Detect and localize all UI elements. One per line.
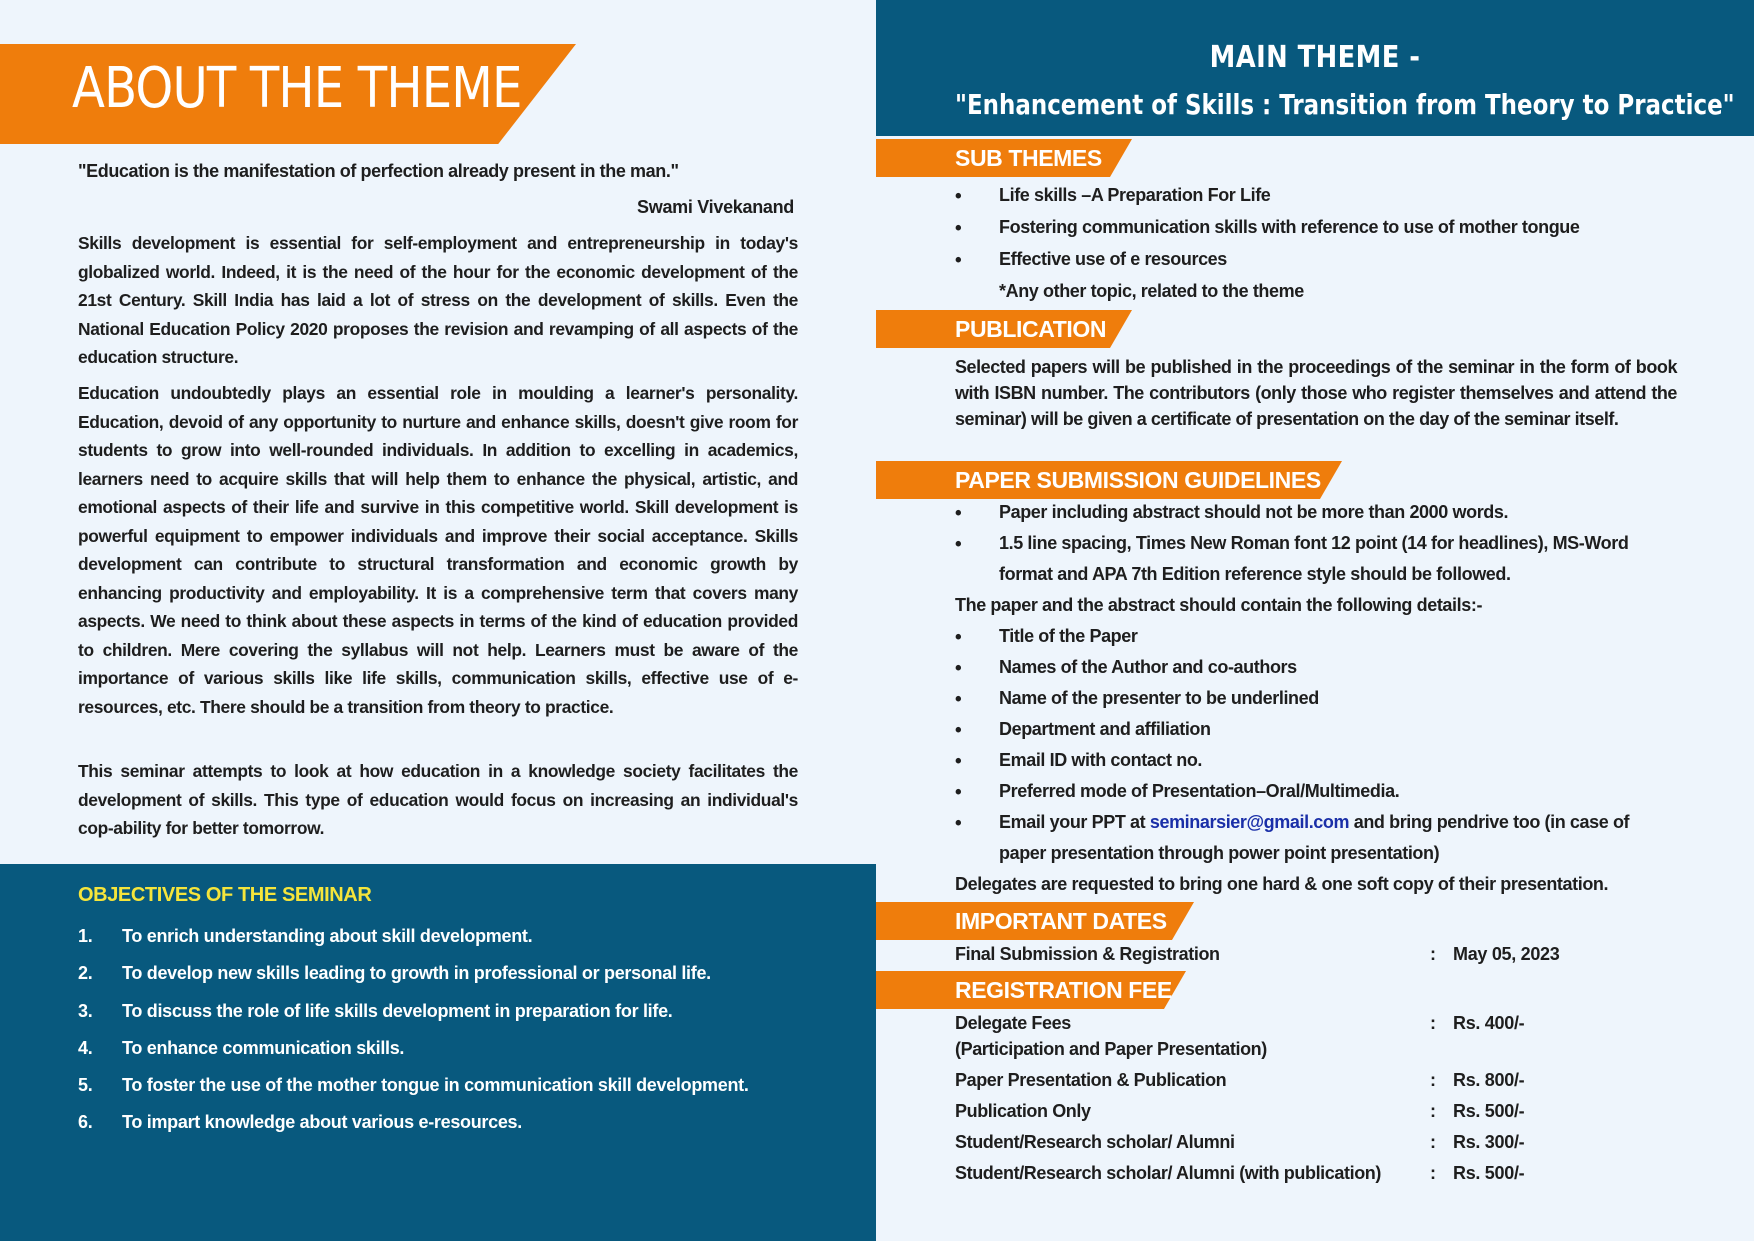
important-dates-heading: IMPORTANT DATES	[955, 908, 1167, 934]
bullet: •	[955, 813, 962, 834]
email-suffix: and bring pendrive too (in case of	[1349, 812, 1630, 832]
objectives-list	[78, 924, 868, 1148]
guideline-item: Paper including abstract should not be more than 2000 words.	[999, 502, 1509, 522]
bullet: •	[955, 250, 962, 271]
detail-item: Title of the Paper	[999, 626, 1138, 646]
item-text: To enhance communication skills.	[122, 1037, 405, 1058]
detail-item: Department and affiliation	[999, 719, 1211, 739]
colon: :	[1430, 944, 1436, 964]
details-intro: The paper and the abstract should contain the following details:-	[955, 595, 1483, 615]
fee-value: Rs. 800/-	[1453, 1070, 1525, 1090]
sub-theme-item: Effective use of e resources	[999, 249, 1227, 269]
main-theme-subtitle: "Enhancement of Skills : Transition from Theory to Practice"	[955, 88, 1735, 121]
guideline-item: 1.5 line spacing, Times New Roman font 12 point (14 for headlines), MS-Word	[999, 533, 1629, 553]
bullet: •	[955, 658, 962, 679]
fee-value: Rs. 400/-	[1453, 1013, 1525, 1033]
bullet: •	[955, 218, 962, 239]
colon: :	[1430, 1132, 1436, 1152]
bullet: •	[955, 751, 962, 772]
paragraph-2: Education undoubtedly plays an essential role in moulding a learner's personality. Education, devoid of any opportunity to nurture and enhance skills, doesn't give room for students to grow into well-rounded individuals. In addition to excelling in academics, learners need to acquire skills that will help them to enhance the physical, artistic, and emotional aspects of their life and survive in this competitive world. Skill development is powerful equipment to empower individuals and improve their social acceptance. Skills development can contribute to structural transformation and economic growth by enhancing productivity and employability. It is a comprehensive term that covers many aspects. We need to think about these aspects in terms of the kind of education provided to children. Mere covering the syllabus will not help. Learners must be aware of the importance of various skills like life skills, communication skills, effective use of e-resources, etc. There should be a transition from theory to practice.	[78, 383, 798, 717]
bullet: •	[955, 689, 962, 710]
item-number: 3.	[78, 1000, 93, 1021]
paragraph-3: This seminar attempts to look at how education in a knowledge society facilitates the development of skills. This type of education would focus on increasing an individual's cop-ability for better tomorrow.	[78, 761, 798, 838]
detail-item: Email ID with contact no.	[999, 750, 1203, 770]
bullet: •	[955, 186, 962, 207]
item-number: 1.	[78, 926, 93, 946]
fee-value: Rs. 500/-	[1453, 1101, 1525, 1121]
bullet: •	[955, 534, 962, 555]
list-item	[78, 1110, 868, 1147]
delegates-note: Delegates are requested to bring one hard & one soft copy of their presentation.	[955, 874, 1609, 894]
date-value: May 05, 2023	[1453, 944, 1560, 964]
bullet: •	[955, 627, 962, 648]
fee-label: Publication Only	[955, 1101, 1091, 1121]
publication-heading: PUBLICATION	[955, 316, 1107, 342]
list-item	[78, 961, 868, 998]
list-item	[78, 999, 868, 1036]
quote-author: Swami Vivekanand	[637, 197, 794, 217]
sub-themes-heading: SUB THEMES	[955, 145, 1102, 171]
fee-label: Student/Research scholar/ Alumni (with publication)	[955, 1163, 1381, 1183]
item-text: To discuss the role of life skills development in preparation for life.	[122, 1000, 673, 1021]
email-prefix: Email your PPT at	[999, 812, 1150, 832]
publication-text: Selected papers will be published in the proceedings of the seminar in the form of book with ISBN number. The contributors (only those who register themselves and attend the seminar) will be given a certificate of presentation on the day of the seminar itself.	[955, 357, 1677, 429]
item-text: To enrich understanding about skill development.	[122, 926, 533, 946]
bullet: •	[955, 503, 962, 524]
email-link[interactable]: seminarsier@gmail.com	[1149, 812, 1350, 832]
fee-value: Rs. 300/-	[1453, 1132, 1525, 1152]
about-theme-title: ABOUT THE THEME	[72, 56, 522, 121]
list-item	[78, 1036, 868, 1073]
fee-label: Delegate Fees	[955, 1013, 1071, 1033]
item-number: 6.	[78, 1112, 93, 1133]
fee-label: Student/Research scholar/ Alumni	[955, 1132, 1235, 1152]
email-instruction-cont: paper presentation through power point presentation)	[999, 843, 1440, 863]
bullet: •	[955, 720, 962, 741]
objectives-heading: OBJECTIVES OF THE SEMINAR	[78, 884, 372, 906]
fee-sublabel: (Participation and Paper Presentation)	[955, 1039, 1267, 1059]
colon: :	[1430, 1163, 1436, 1183]
colon: :	[1430, 1101, 1436, 1121]
detail-item: Name of the presenter to be underlined	[999, 688, 1319, 708]
registration-fee-heading: REGISTRATION FEE	[955, 977, 1172, 1003]
list-item	[78, 924, 868, 961]
item-text: To foster the use of the mother tongue in communication skill development.	[122, 1075, 749, 1096]
quote: "Education is the manifestation of perfection already present in the man."	[78, 161, 679, 181]
paragraph-1: Skills development is essential for self-employment and entrepreneurship in today's globalized world. Indeed, it is the need of the hour for the economic development of the 21st Century. Skill India has laid a lot of stress on the development of skills. Even the National Education Policy 2020 proposes the revision and revamping of all aspects of the education structure.	[78, 233, 798, 367]
email-instruction	[999, 812, 1629, 833]
fee-value: Rs. 500/-	[1453, 1163, 1525, 1183]
colon: :	[1430, 1013, 1436, 1033]
fee-label: Paper Presentation & Publication	[955, 1070, 1227, 1090]
item-text: To impart knowledge about various e-resources.	[122, 1112, 522, 1133]
detail-item: Names of the Author and co-authors	[999, 657, 1297, 677]
list-item	[78, 1073, 868, 1110]
bullet: •	[955, 782, 962, 803]
sub-theme-item: Fostering communication skills with reference to use of mother tongue	[999, 217, 1580, 237]
item-number: 4.	[78, 1037, 93, 1058]
detail-item: Preferred mode of Presentation–Oral/Multimedia.	[999, 781, 1400, 801]
main-theme-title: MAIN THEME -	[1209, 40, 1421, 75]
guidelines-heading: PAPER SUBMISSION GUIDELINES	[955, 467, 1321, 493]
colon: :	[1430, 1070, 1436, 1090]
guideline-item-cont: format and APA 7th Edition reference style should be followed.	[999, 564, 1511, 584]
item-text: To develop new skills leading to growth in professional or personal life.	[122, 963, 711, 984]
sub-theme-note: *Any other topic, related to the theme	[999, 281, 1304, 301]
item-number: 5.	[78, 1075, 93, 1096]
sub-theme-item: Life skills –A Preparation For Life	[999, 185, 1271, 205]
date-label: Final Submission & Registration	[955, 944, 1220, 964]
item-number: 2.	[78, 963, 93, 984]
